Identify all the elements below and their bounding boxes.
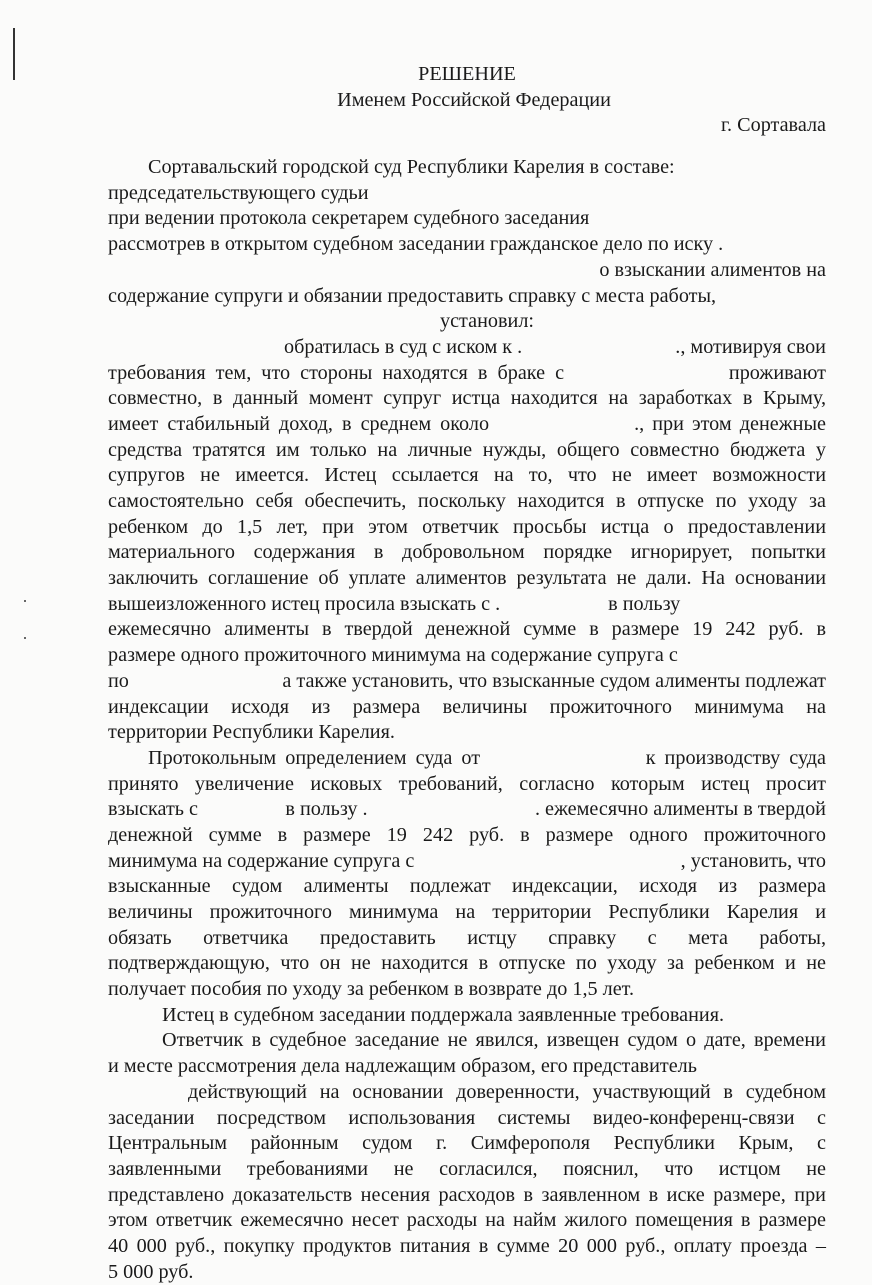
- court-decision-page: [108, 62, 826, 1285]
- court-composition: Сортавальский городской суд Республики Карелия в составе:: [148, 156, 675, 179]
- text-line: 5 000 руб.: [108, 1260, 194, 1283]
- text-line: взысканные судом алименты подлежат индексации, исходя из размера: [108, 875, 826, 898]
- text-fragment: проживают: [728, 361, 826, 384]
- paragraph-plaintiff-position: [108, 1003, 826, 1029]
- secretary-line: при ведении протокола секретарем судебного заседания: [108, 207, 590, 230]
- document-title: РЕШЕНИЕ: [418, 63, 516, 85]
- text-line: заключить соглашение об уплате алиментов результата не дали. На основании: [108, 567, 826, 590]
- text-line: обязать ответчика предоставить истцу справку с мета работы,: [108, 926, 826, 949]
- text-fragment: Протокольным определением суда от: [148, 746, 481, 769]
- text-fragment: требования тем, что стороны находятся в браке с: [108, 361, 565, 384]
- paragraph-claim: [108, 335, 826, 746]
- text-fragment: ., при этом денежные: [634, 412, 826, 435]
- text-fragment: имеет стабильный доход, в среднем около: [108, 412, 490, 435]
- text-line: получает пособия по уходу за ребенком в возврате до 1,5 лет.: [108, 978, 635, 1001]
- margin-mark: [13, 28, 15, 80]
- case-line: рассмотрев в открытом судебном заседании гражданское дело по иску .: [108, 233, 724, 256]
- text-line: материального содержания в добровольном порядке игнорирует, попытки: [108, 541, 826, 564]
- text-line: ребенком до 1,5 лет, при этом ответчик просьбы истца о предоставлении: [108, 515, 826, 538]
- text-line: территории Республики Карелия.: [108, 721, 395, 744]
- text-line: самостоятельно себя обеспечить, поскольку находится в отпуске по уходу за: [108, 490, 826, 512]
- document-subtitle: Именем Российской Федерации: [337, 88, 611, 111]
- text-line: этом ответчик ежемесячно несет расходы на найм жилого помещения в размере: [108, 1209, 826, 1232]
- text-line: заявленными требованиями не согласился, пояснил, что истцом не: [108, 1157, 826, 1180]
- presiding-judge-line: председательствующего судьи: [108, 181, 369, 204]
- text-fragment: обратилась в суд с иском к .: [284, 335, 523, 358]
- text-fragment: минимума на содержание супруга с: [108, 849, 415, 872]
- text-line: Ответчик в судебное заседание не явился, извещен судом о дате, времени: [162, 1029, 826, 1052]
- text-line: супругов не имеется. Истец ссылается на то, что не имеет возможности: [108, 464, 826, 487]
- case-subject-line: о взыскании алиментов на: [599, 258, 826, 281]
- text-line: подтверждающую, что он не находится в отпуске по уходу за ребенком и не: [108, 952, 826, 975]
- intro-block: [108, 155, 826, 335]
- text-line: индексации исходя из размера величины прожиточного минимума на: [108, 695, 826, 718]
- text-line: и месте рассмотрения дела надлежащим образом, его представитель: [108, 1055, 697, 1078]
- text-line: размере одного прожиточного минимума на содержание супруга с: [108, 644, 678, 667]
- text-fragment: к производству суда: [645, 746, 826, 769]
- scan-speck: [24, 637, 26, 639]
- city-name: г. Сортавала: [721, 114, 826, 137]
- text-fragment: в пользу .: [285, 798, 368, 821]
- text-line: величины прожиточного минимума на территории Республики Карелия и: [108, 901, 826, 923]
- text-line: заседании посредством использования системы видео-конференц-связи с: [108, 1106, 826, 1129]
- text-line: Истец в судебном заседании поддержала заявленные требования.: [162, 1003, 725, 1026]
- paragraph-defendant-position: [108, 1028, 826, 1285]
- text-line: представлено доказательств несения расходов в заявленном в иске размере, при: [108, 1183, 826, 1206]
- text-fragment: в пользу: [608, 592, 681, 615]
- text-line: совместно, в данный момент супруг истца находится на заработках в Крыму,: [108, 387, 826, 410]
- text-fragment: по: [108, 669, 129, 692]
- text-fragment: взыскать с: [108, 798, 199, 821]
- scan-speck: [24, 600, 26, 602]
- text-line: Центральным районным судом г. Симферополя Республики Крым, с: [108, 1132, 826, 1155]
- text-line: действующий на основании доверенности, участвующий в судебном: [188, 1080, 826, 1103]
- text-line: принято увеличение исковых требований, согласно которым истец просит: [108, 772, 826, 795]
- text-line: денежной сумме в размере 19 242 руб. в размере одного прожиточного: [108, 823, 826, 846]
- text-line: ежемесячно алименты в твердой денежной сумме в размере 19 242 руб. в: [108, 618, 826, 641]
- text-fragment: вышеизложенного истец просила взыскать с .: [108, 592, 501, 615]
- text-line: 40 000 руб., покупку продуктов питания в сумме 20 000 руб., оплату проезда –: [108, 1234, 826, 1257]
- established-heading: установил:: [440, 310, 534, 333]
- paragraph-amended-claim: [108, 746, 826, 1003]
- text-fragment: , установить, что: [680, 849, 826, 872]
- text-fragment: ., мотивируя свои: [675, 335, 826, 358]
- text-line: средства тратятся им только на личные нужды, общего совместно бюджета у: [108, 438, 826, 461]
- case-subject-continuation: содержание супруги и обязании предоставить справку с места работы,: [108, 284, 717, 307]
- text-fragment: . ежемесячно алименты в твердой: [534, 798, 826, 821]
- text-fragment: а также установить, что взысканные судом алименты подлежат: [282, 669, 826, 692]
